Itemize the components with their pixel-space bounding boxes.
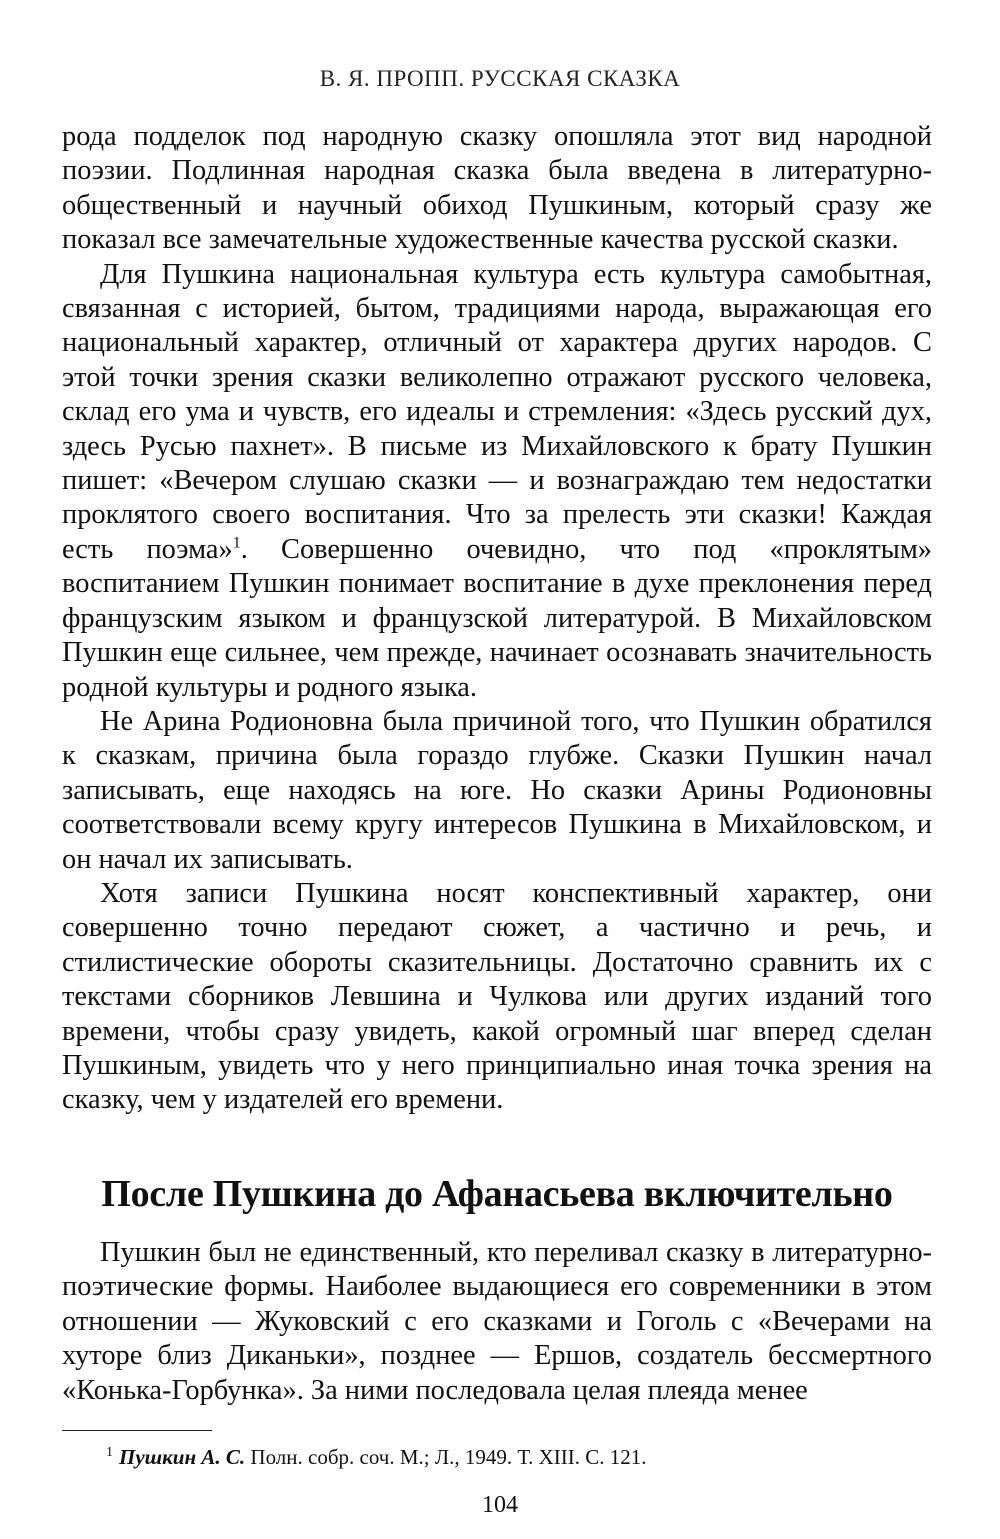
running-head: В. Я. ПРОПП. РУССКАЯ СКАЗКА [319,66,681,91]
paragraph-2-tail: . Совершенно очевидно, что под «проклятым» воспитанием Пушкин понимает воспитание в духе преклонения перед французским языком и французской литературой. В Михайловском Пушкин еще сильнее, чем прежде, начинает осознавать значительность родной культуры и родного языка. [62,533,932,703]
paragraph-1: рода подделок под народную сказку опошляла этот вид народной поэзии. Подлинная народная сказка была введена в литературно-общественный и научный обиход Пушкиным, который сразу же показал все замечательные художественные качества русской сказки. [62,121,932,256]
footnote-author: Пушкин А. С. [119,1445,246,1469]
main-text [62,120,932,1118]
footnote [106,1440,946,1470]
section-heading: После Пушкина до Афанасьева включительно [101,1173,893,1215]
footnote-text: Полн. собр. соч. М.; Л., 1949. Т. XIII. С. 121. [250,1445,647,1469]
footnote-reference: 1 [232,534,241,552]
paragraph-4: Хотя записи Пушкина носят конспективный характер, они совершенно точно передают сюжет, а частично и речь, и стилистические обороты сказительницы. Достаточно сравнить их с текстами сборников Левшина и Чулкова или других изданий того времени, чтобы сразу увидеть, какой огромный шаг вперед сделан Пушкиным, увидеть что у него принципиально иная точка зрения на сказку, чем у издателей его времени. [62,877,932,1116]
footnote-divider [62,1430,212,1431]
paragraph-3: Не Арина Родионовна была причиной того, что Пушкин обратился к сказкам, причина была гораздо глубже. Сказки Пушкин начал записывать, еще находясь на юге. Но сказки Арины Родионовны соответствовали всему кругу интересов Пушкина в Михайловском, и он начал их записывать. [62,705,932,875]
section-paragraph-1: Пушкин был не единственный, кто переливал сказку в литературно-поэтические формы. Наиболее выдающиеся его современники в этом отношении — Жуковский с его сказками и Гоголь с «Вечерами на хуторе близ Диканьки», позднее — Ершов, создатель бессмертного «Конька-Горбунка». За ними последовала целая плеяда менее [62,1237,932,1406]
paragraph-2 [62,258,932,705]
footnote-number: 1 [106,1445,113,1460]
paragraph-2-text: Для Пушкина национальная культура есть культура самобытная, связанная с историей, бытом, традициями народа, выражающая его национальный характер, отличный от характера других народов. С этой точки зрения сказки великолепно отражают русского человека, склад его ума и чувств, его идеалы и стремления: «Здесь русский дух, здесь Русью пахнет». В письме из Михайловского к брату Пушкин пишет: «Вечером слушаю сказки — и вознаграждаю тем недостатки проклятого своего воспитания. Что за прелесть эти сказки! Каждая есть поэма» [62,258,932,565]
section-text [62,1236,932,1408]
page-number: 104 [482,1492,518,1518]
